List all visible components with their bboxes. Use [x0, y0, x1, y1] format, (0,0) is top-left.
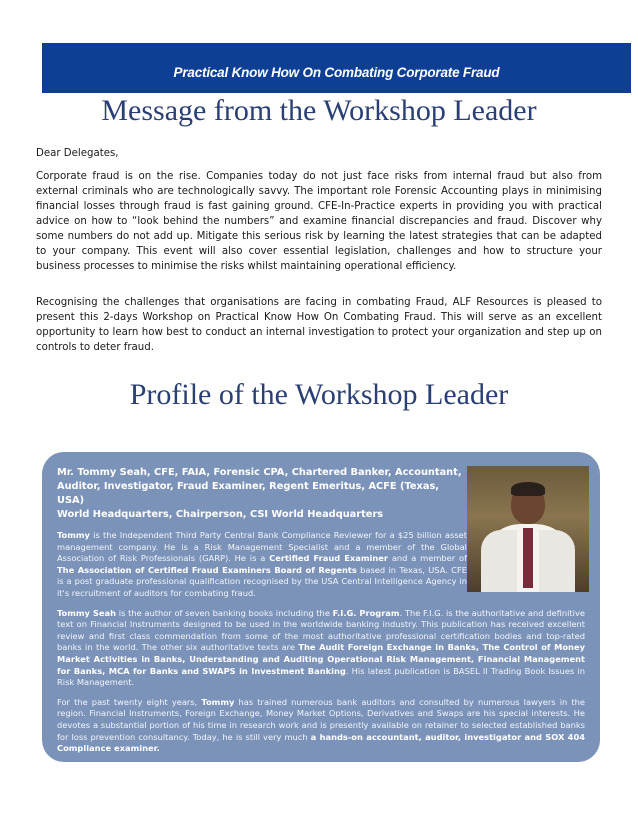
bio-paragraph-2: [57, 608, 585, 689]
header-banner: [42, 43, 631, 93]
paragraph-2-text: Recognising the challenges that organisations are facing in combating Fraud, ALF Resources is pleased to present this 2-days Workshop on Practical Know How On Combating Fraud. This will serve as an excellent opportunity to learn how best to conduct an internal investigation to protect your organization and step up on controls to deter fraud.: [36, 297, 602, 353]
message-paragraph-2: [36, 295, 602, 355]
bio-paragraph-3: [57, 697, 585, 755]
profile-card: [42, 452, 600, 762]
paragraph-1-text: Corporate fraud is on the rise. Companies today do not just face risks from internal fraud but also from external criminals who are technologically savvy. The important role Forensic Accounting plays in minimising financial losses through fraud is fast gaining ground. CFE-In-Practice experts in providing you with practical advice on how to “look behind the numbers” and examine financial discrepancies and fraud. Discover why some numbers do not add up. Mitigate this serious risk by learning the latest strategies that can be adapted to your company. This event will also cover essential legislation, challenges and how to structure your business processes to minimise the risks whilst maintaining operational efficiency.: [36, 171, 602, 272]
bio-name: Tommy Seah: [57, 607, 117, 618]
bio-paragraph-1: [57, 530, 467, 600]
bio-text: is the author of seven banking books including the: [116, 607, 333, 618]
credentials-line-2: Auditor, Investigator, Fraud Examiner, Regent Emeritus, ACFE (Texas, USA): [57, 481, 440, 506]
credentials-line-1: Mr. Tommy Seah, CFE, FAIA, Forensic CPA, Chartered Banker, Accountant,: [57, 467, 462, 478]
bio-bold: a hands-on accountant, auditor, investigator and SOX 404 Compliance examiner.: [57, 731, 585, 754]
bio-name: Tommy: [57, 530, 90, 540]
bio-bold: F.I.G. Program: [332, 607, 400, 618]
banner-title: Practical Know How On Combating Corporate Fraud: [173, 65, 500, 80]
bio-bold: The Audit Foreign Exchange in Banks, The Control of Money Market Activities in Banks, Understanding and Auditing Operational Risk Management, Financial Management for Banks, MCA for Banks and SWAPS in Investment Banking: [57, 642, 585, 676]
bio-text: has trained numerous bank auditors and consulted by numerous lawyers in the region. Financial Instruments, Foreign Exchange, Money Market Options, Derivatives and Swaps are his special interests. He devotes a substantial portion of his time in research work and is presently available on retainer to selected established banks for loss prevention consultancy. Today, he is still very much: [57, 696, 585, 742]
bio-bold: The Association of Certified Fraud Examiners Board of Regents: [57, 564, 357, 575]
bio-text: . His latest publication is BASEL II Trading Book Issues in Risk Management.: [57, 665, 585, 688]
bio-text: . The F.I.G. is the authoritative and definitive text on Financial Instruments designed to be used in the worldwide banking industry. This publication has received excellent review and first class commendation from some of the most authoritative professional certification bodies and top-rated banks in the world. The other six authoritative texts are: [57, 607, 585, 653]
bio-text: based in Texas, USA. CFE is a post graduate professional qualification recognised by the USA Central Intelligence Agency in it's recruitment of auditors for combating fraud.: [57, 564, 467, 598]
leader-credentials: [57, 466, 467, 522]
message-heading: Message from the Workshop Leader: [101, 94, 537, 127]
profile-heading: Profile of the Workshop Leader: [129, 378, 509, 411]
bio-bold: Certified Fraud Examiner: [269, 553, 389, 564]
bio-text: For the past twenty eight years,: [57, 696, 202, 707]
bio-name: Tommy: [201, 696, 235, 707]
bio-text: is the Independent Third Party Central Bank Compliance Reviewer for a $25 billion asset management company. He is a Risk Management Specialist and a member of the Global Association of Risk Professionals (GARP). He is a: [57, 530, 467, 564]
profile-content: [57, 466, 585, 755]
greeting: [36, 146, 602, 161]
bio-text: and a member of: [388, 553, 467, 564]
credentials-line-3: World Headquarters, Chairperson, CSI World Headquarters: [57, 509, 384, 520]
greeting-text: Dear Delegates,: [36, 148, 119, 159]
message-paragraph-1: [36, 169, 602, 274]
